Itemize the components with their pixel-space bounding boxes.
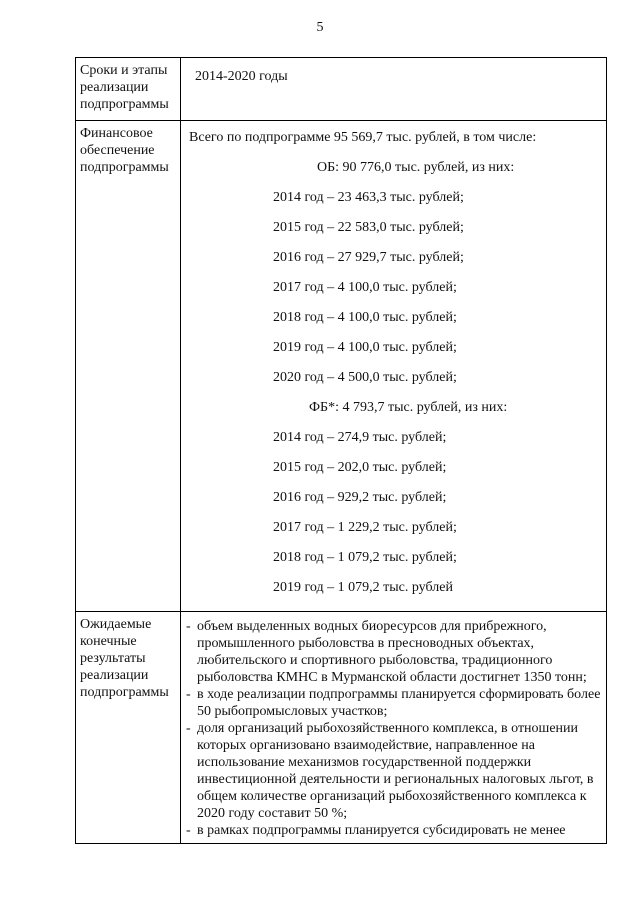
fb-year-line: 2015 год – 202,0 тыс. рублей; [273, 460, 447, 475]
ob-year-line: 2014 год – 23 463,3 тыс. рублей; [273, 190, 464, 205]
ob-year-line: 2015 год – 22 583,0 тыс. рублей; [273, 220, 464, 235]
fb-year-line: 2018 год – 1 079,2 тыс. рублей; [273, 550, 457, 565]
page-number: 5 [316, 20, 324, 35]
fb-year-line: 2016 год – 929,2 тыс. рублей; [273, 490, 447, 505]
ob-year-line: 2019 год – 4 100,0 тыс. рублей; [273, 340, 457, 355]
results-list [185, 616, 602, 839]
ob-year-line: 2018 год – 4 100,0 тыс. рублей; [273, 310, 457, 325]
ob-year-line: 2017 год – 4 100,0 тыс. рублей; [273, 280, 457, 295]
financing-total: Всего по подпрограмме 95 569,7 тыс. рублей, в том числе: [189, 130, 537, 145]
results-row [76, 612, 607, 844]
stages-row [76, 58, 607, 121]
results-label: Ожидаемые конечные результаты реализации подпрограммы [76, 612, 181, 844]
result-item: - доля организаций рыбохозяйственного комплекса, в отношении которых организовано взаимодействие, направленное на использование механизмов государственной поддержки инвестиционной деятельности и региональных налоговых льгот, в общем количестве организаций рыбохозяйственного комплекса к 2020 году составит 50 %; [185, 720, 602, 822]
stages-label: Сроки и этапы реализации подпрограммы [76, 58, 181, 121]
result-item: - в рамках подпрограммы планируется субсидировать не менее [185, 822, 602, 839]
result-item: - в ходе реализации подпрограммы планируется сформировать более 50 рыбопромысловых участков; [185, 686, 602, 720]
ob-year-line: 2016 год – 27 929,7 тыс. рублей; [273, 250, 464, 265]
ob-year-line: 2020 год – 4 500,0 тыс. рублей; [273, 370, 457, 385]
fb-year-line: 2017 год – 1 229,2 тыс. рублей; [273, 520, 457, 535]
financing-fb: ФБ*: 4 793,7 тыс. рублей, из них: [309, 400, 508, 415]
fb-year-line: 2014 год – 274,9 тыс. рублей; [273, 430, 447, 445]
financing-row [76, 121, 607, 612]
stages-value: 2014-2020 годы [195, 69, 288, 84]
fb-year-line: 2019 год – 1 079,2 тыс. рублей [273, 580, 453, 595]
financing-label: Финансовое обеспечение подпрограммы [76, 121, 181, 612]
financing-ob: ОБ: 90 776,0 тыс. рублей, из них: [317, 160, 515, 175]
financing-value [181, 121, 607, 612]
result-item: - объем выделенных водных биоресурсов для прибрежного, промышленного рыболовства в пресноводных объектах, любительского и спортивного рыболовства, традиционного рыболовства КМНС в Мурманской области достигнет 1350 тонн; [185, 618, 602, 686]
passport-table [75, 57, 607, 844]
